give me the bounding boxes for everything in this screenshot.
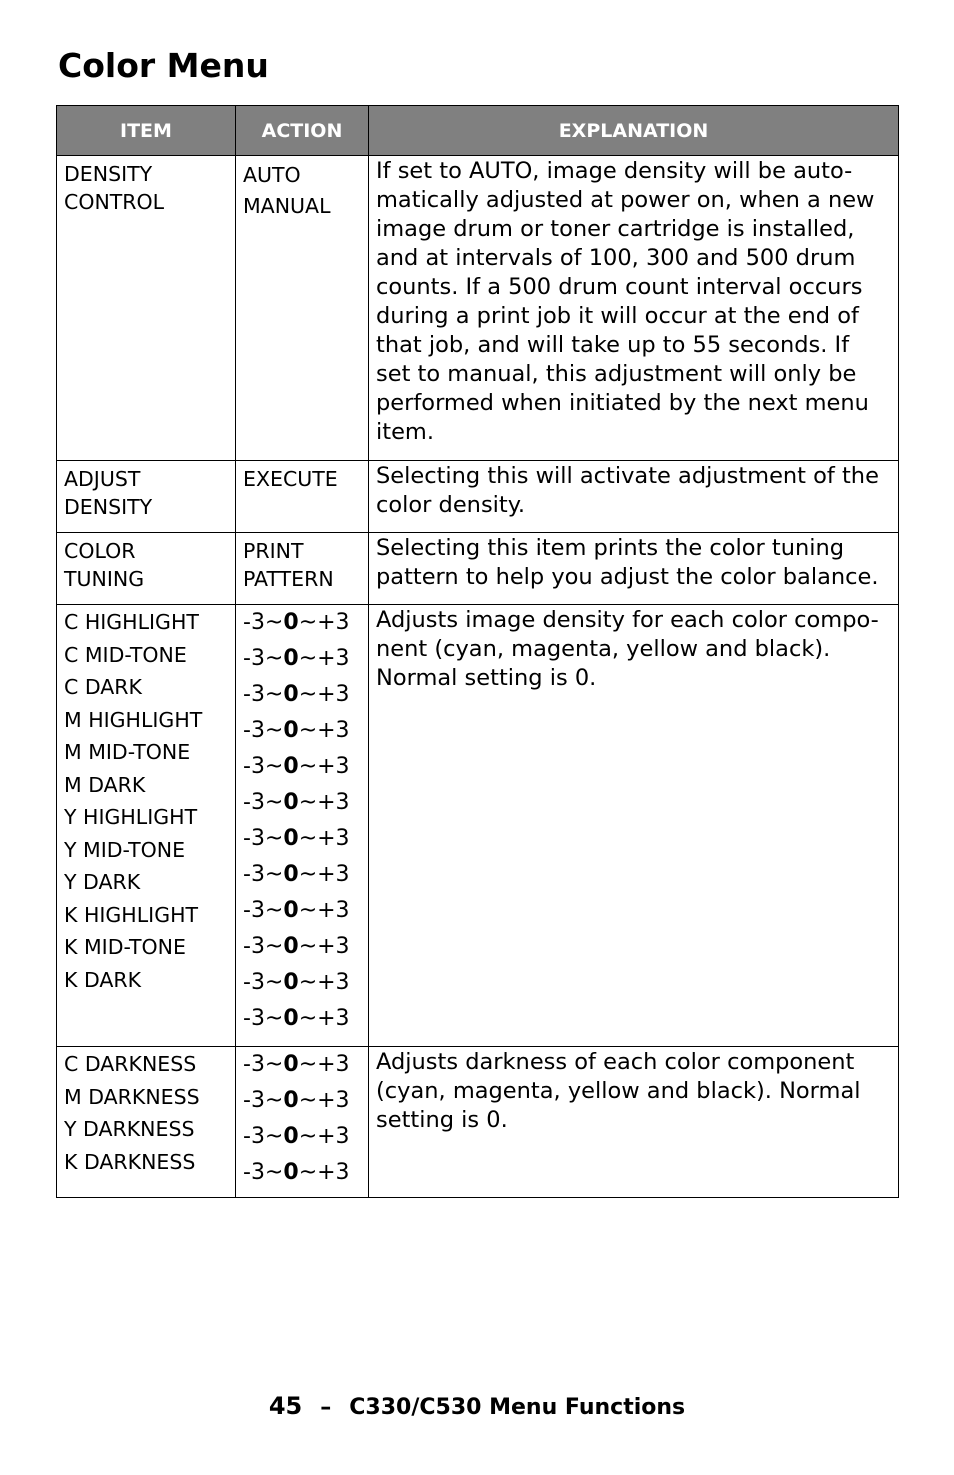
table-row: [57, 533, 899, 605]
action-label: MANUAL: [243, 194, 331, 218]
explanation-line: image drum or toner cartridge is installed,: [376, 216, 855, 242]
range-value: -3~0~+3: [243, 790, 350, 815]
item-label: C DARKNESS: [64, 1052, 197, 1076]
range-value: -3~0~+3: [243, 862, 350, 887]
range-value: -3~0~+3: [243, 610, 350, 635]
action-cell: [236, 156, 369, 461]
item-label: ADJUST: [64, 467, 141, 491]
footer-separator: –: [320, 1395, 332, 1420]
explanation-line: Adjusts darkness of each color component: [376, 1049, 855, 1075]
table-row: [57, 156, 899, 461]
item-label: Y MID-TONE: [64, 837, 186, 862]
item-label: K MID-TONE: [64, 935, 186, 959]
table-row: [57, 461, 899, 533]
range-value: -3~0~+3: [243, 898, 350, 923]
explanation-cell: [369, 605, 899, 1047]
explanation-line: (cyan, magenta, yellow and black). Normal: [376, 1078, 861, 1104]
page-footer: [0, 1392, 954, 1420]
range-value: -3~0~+3: [243, 1052, 350, 1077]
header-item: ITEM: [57, 106, 236, 156]
explanation-line: matically adjusted at power on, when a new: [376, 187, 875, 213]
range-value: -3~0~+3: [243, 1088, 350, 1113]
explanation-line: nent (cyan, magenta, yellow and black).: [376, 636, 831, 662]
range-value: -3~0~+3: [243, 826, 350, 851]
action-cell: [236, 533, 369, 605]
item-cell: [57, 461, 236, 533]
range-value: -3~0~+3: [243, 682, 350, 707]
action-cell: [236, 461, 369, 533]
item-label: Y HIGHLIGHT: [64, 805, 198, 829]
explanation-cell: [369, 156, 899, 461]
explanation-line: item.: [376, 419, 434, 445]
item-cell: [57, 1047, 236, 1198]
table-row: [57, 1047, 899, 1198]
explanation-line: setting is 0.: [376, 1107, 508, 1133]
explanation-line: Selecting this item prints the color tuning: [376, 535, 845, 561]
item-label: C HIGHLIGHT: [64, 610, 199, 634]
action-cell: [236, 605, 369, 1047]
range-value: -3~0~+3: [243, 970, 350, 995]
item-label: Y DARKNESS: [64, 1117, 195, 1141]
table-header-row: [57, 106, 899, 156]
action-label: PATTERN: [243, 567, 334, 591]
explanation-line: performed when initiated by the next menu: [376, 390, 869, 416]
item-label: M DARKNESS: [64, 1084, 200, 1109]
page-title: Color Menu: [58, 46, 269, 85]
page-number: 45: [268, 1392, 303, 1420]
table-row: [57, 605, 899, 1047]
header-action: ACTION: [236, 106, 369, 156]
item-cell: [57, 533, 236, 605]
explanation-line: Selecting this will activate adjustment of the: [376, 463, 879, 489]
action-label: EXECUTE: [243, 467, 338, 491]
range-value: -3~0~+3: [243, 754, 350, 779]
item-label: Y DARK: [64, 870, 141, 894]
item-label: COLOR: [64, 539, 136, 563]
item-label: K DARKNESS: [64, 1149, 196, 1174]
item-label: TUNING: [64, 567, 145, 591]
range-value: -3~0~+3: [243, 646, 350, 671]
range-value: -3~0~+3: [243, 718, 350, 743]
explanation-cell: [369, 1047, 899, 1198]
explanation-cell: [369, 533, 899, 605]
header-explanation: EXPLANATION: [369, 106, 899, 156]
item-cell: [57, 605, 236, 1047]
explanation-line: counts. If a 500 drum count interval occurs: [376, 274, 863, 300]
explanation-cell: [369, 461, 899, 533]
explanation-line: and at intervals of 100, 300 and 500 drum: [376, 245, 856, 271]
item-label: K DARK: [64, 967, 142, 992]
explanation-line: Adjusts image density for each color compo-: [376, 607, 879, 633]
explanation-line: color density.: [376, 492, 525, 518]
range-value: -3~0~+3: [243, 1006, 350, 1031]
item-label: DENSITY: [64, 162, 153, 186]
item-label: C DARK: [64, 675, 142, 699]
item-label: M DARK: [64, 772, 146, 797]
range-value: -3~0~+3: [243, 934, 350, 959]
color-menu-table: [56, 105, 899, 1198]
item-cell: [57, 156, 236, 461]
explanation-line: If set to AUTO, image density will be auto-: [376, 158, 853, 184]
explanation-line: set to manual, this adjustment will only be: [376, 361, 857, 387]
explanation-line: during a print job it will occur at the end of: [376, 303, 859, 329]
item-label: DENSITY: [64, 495, 153, 519]
item-label: K HIGHLIGHT: [64, 902, 199, 927]
explanation-line: that job, and will take up to 55 seconds. If: [376, 332, 850, 358]
action-label: PRINT: [243, 539, 304, 563]
item-label: C MID-TONE: [64, 642, 187, 667]
range-value: -3~0~+3: [243, 1160, 350, 1185]
explanation-line: pattern to help you adjust the color balance.: [376, 564, 879, 590]
range-value: -3~0~+3: [243, 1124, 350, 1149]
explanation-line: Normal setting is 0.: [376, 665, 597, 691]
action-label: AUTO: [243, 163, 301, 187]
footer-section-title: C330/C530 Menu Functions: [349, 1395, 686, 1420]
item-label: CONTROL: [64, 190, 165, 214]
item-label: M HIGHLIGHT: [64, 707, 203, 732]
item-label: M MID-TONE: [64, 740, 191, 764]
action-cell: [236, 1047, 369, 1198]
